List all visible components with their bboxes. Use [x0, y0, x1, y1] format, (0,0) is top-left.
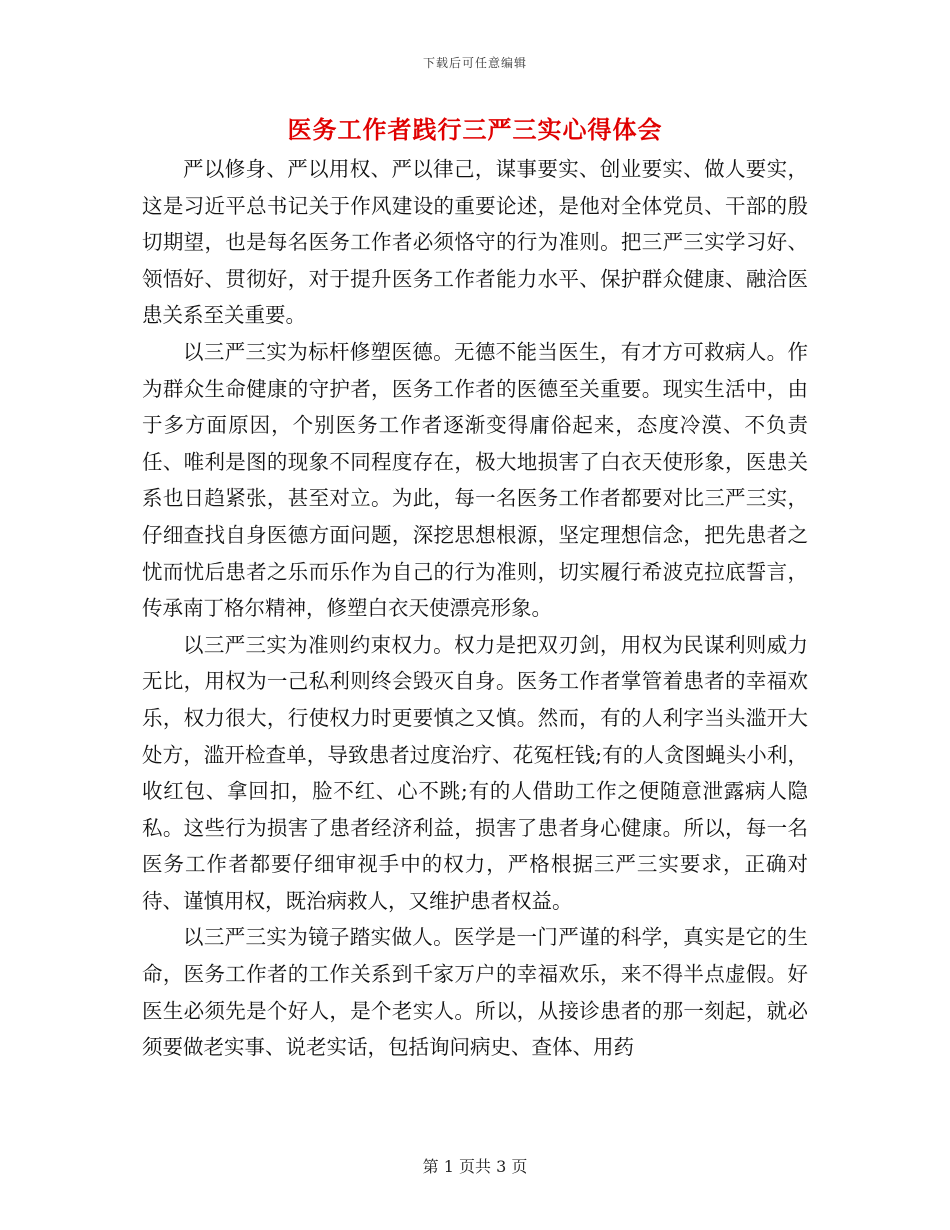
- paragraph-2: 以三严三实为标杆修塑医德。无德不能当医生，有才方可救病人。作为群众生命健康的守护者，医务工作者的医德至关重要。现实生活中，由于多方面原因，个别医务工作者逐渐变得庸俗起来，态度冷漠、不负责任、唯利是图的现象不同程度存在，极大地损害了白衣天使形象，医患关系也日趋紧张，甚至对立。为此，每一名医务工作者都要对比三严三实，仔细查找自身医德方面问题，深挖思想根源，坚定理想信念，把先患者之忧而忧后患者之乐而乐作为自己的行为准则，切实履行希波克拉底誓言，传承南丁格尔精神，修塑白衣天使漂亮形象。: [142, 339, 808, 621]
- page-number: 第 1 页共 3 页: [422, 1157, 528, 1176]
- header-note: 下载后可任意编辑: [422, 56, 527, 70]
- paragraph-1: 严以修身、严以用权、严以律己，谋事要实、创业要实、做人要实，这是习近平总书记关于作风建设的重要论述，是他对全体党员、干部的殷切期望，也是每名医务工作者必须恪守的行为准则。把三严三实学习好、领悟好、贯彻好，对于提升医务工作者能力水平、保护群众健康、融洽医患关系至关重要。: [142, 157, 808, 328]
- document-title: 医务工作者践行三严三实心得体会: [287, 115, 663, 144]
- paragraph-3: 以三严三实为准则约束权力。权力是把双刃剑，用权为民谋利则威力无比，用权为一己私利则终会毁灭自身。医务工作者掌管着患者的幸福欢乐，权力很大，行使权力时更要慎之又慎。然而，有的人利字当头滥开大处方，滥开检查单，导致患者过度治疗、花冤枉钱;有的人贪图蝇头小利，收红包、拿回扣，脸不红、心不跳;有的人借助工作之便随意泄露病人隐私。这些行为损害了患者经济利益，损害了患者身心健康。所以，每一名医务工作者都要仔细审视手中的权力，严格根据三严三实要求，正确对待、谨慎用权，既治病救人，又维护患者权益。: [142, 632, 808, 913]
- paragraph-4: 以三严三实为镜子踏实做人。医学是一门严谨的科学，真实是它的生命，医务工作者的工作关系到千家万户的幸福欢乐，来不得半点虚假。好医生必须先是个好人，是个老实人。所以，从接诊患者的那一刻起，就必须要做老实事、说老实话，包括询问病史、查体、用药: [142, 925, 808, 1060]
- document-body: [142, 151, 808, 1066]
